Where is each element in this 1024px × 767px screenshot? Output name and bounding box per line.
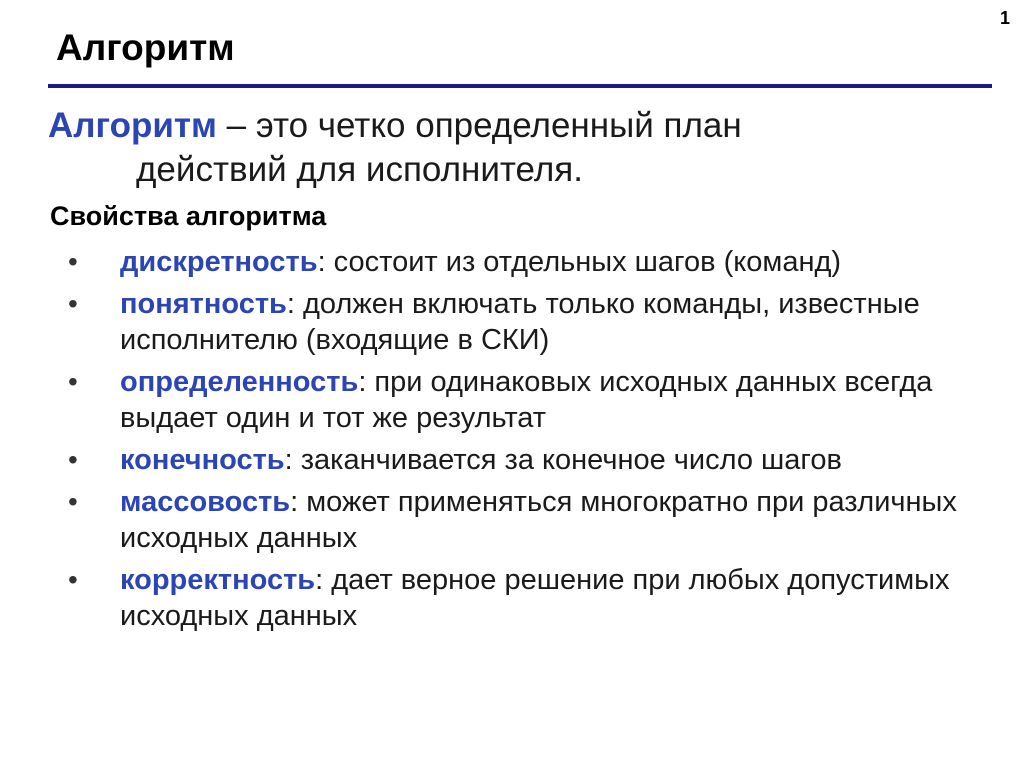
list-item [64,286,994,358]
definition-term: Алгоритм [48,106,217,145]
list-item [64,442,994,478]
bullet-icon: • [68,246,78,277]
definition-block [48,104,928,192]
bullet-icon: • [68,486,78,517]
properties-heading: Свойства алгоритма [50,201,327,231]
bullet-icon: • [68,288,78,319]
property-description: : может применяться многократно при различных исходных данных [120,486,957,554]
property-term: определенность [120,366,359,398]
property-term: дискретность [120,246,318,278]
property-description: : дает верное решение при любых допустимых исходных данных [120,564,950,632]
list-item [64,364,994,436]
property-description: : заканчивается за конечное число шагов [284,444,842,476]
definition-text-line2: действий для исполнителя. [136,150,583,189]
slide-number: 1 [999,8,1010,28]
list-item [64,562,994,634]
title-divider [48,84,992,88]
definition-text-line1: – это четко определенный план [216,106,742,145]
property-term: массовость [120,486,291,518]
property-term: понятность [120,288,287,320]
property-description: : должен включать только команды, известные исполнителю (входящие в СКИ) [120,288,920,356]
slide-title: Алгоритм [56,27,235,68]
list-item [64,244,994,280]
properties-list [64,244,994,640]
property-term: корректность [120,564,316,596]
property-description: : состоит из отдельных шагов (команд) [317,246,842,278]
property-description: : при одинаковых исходных данных всегда выдает один и тот же результат [120,366,933,434]
property-term: конечность [120,444,285,476]
bullet-icon: • [68,366,78,397]
bullet-icon: • [68,564,78,595]
bullet-icon: • [68,444,78,475]
list-item [64,484,994,556]
